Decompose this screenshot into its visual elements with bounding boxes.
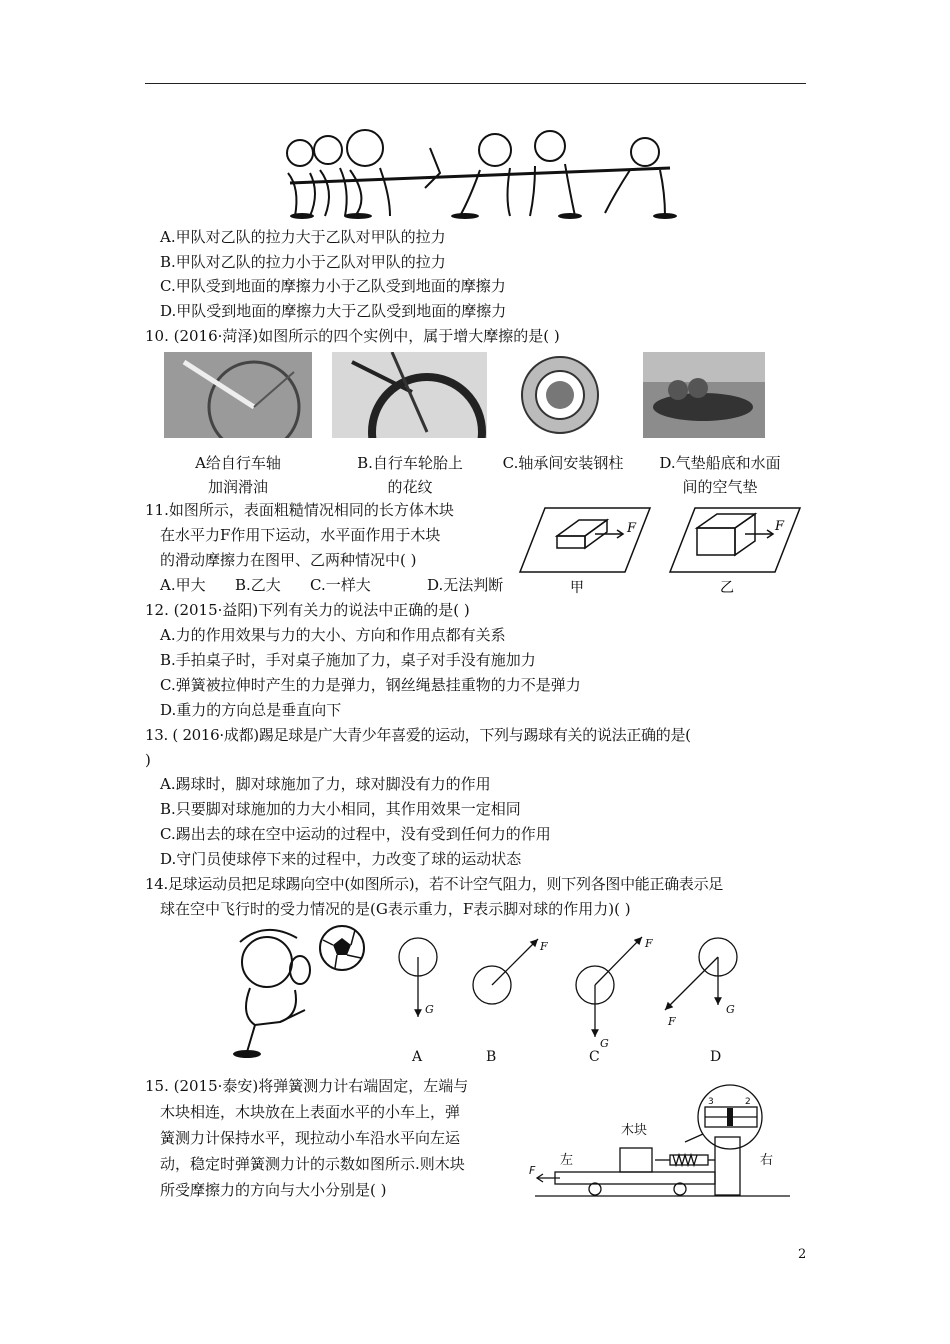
q9-option-a: A.甲队对乙队的拉力大于乙队对甲队的拉力 <box>160 228 446 246</box>
q11-option-b: B.乙大 <box>235 576 281 594</box>
q12-stem: 12. (2015·益阳)下列有关力的说法中正确的是( ) <box>145 601 470 619</box>
q13-option-b: B.只要脚对球施加的力大小相同，其作用效果一定相同 <box>160 800 521 818</box>
svg-text:2: 2 <box>745 1097 751 1107</box>
bicycle-tire-photo <box>332 352 487 438</box>
svg-text:3: 3 <box>708 1097 714 1107</box>
hovercraft-photo <box>643 352 765 438</box>
q13-option-d: D.守门员使球停下来的过程中，力改变了球的运动状态 <box>160 850 522 868</box>
q9-option-b: B.甲队对乙队的拉力小于乙队对甲队的拉力 <box>160 253 446 271</box>
q11-line-3: 的滑动摩擦力在图甲、乙两种情况中( ) <box>160 551 417 569</box>
svg-text:G: G <box>726 1003 735 1016</box>
svg-text:G: G <box>425 1003 434 1016</box>
choice-b-label: B <box>486 1049 497 1065</box>
q13-option-a: A.踢球时，脚对球施加了力，球对脚没有力的作用 <box>160 775 491 793</box>
svg-text:F: F <box>529 1164 536 1177</box>
q14-force-diagrams <box>380 925 780 1070</box>
q14-stem-1: 14.足球运动员把足球踢向空中(如图所示)，若不计空气阻力，则下列各图中能正确表示足 <box>145 875 723 893</box>
q11-option-a: A.甲大 <box>160 576 206 594</box>
svg-text:F: F <box>627 521 637 536</box>
q9-option-c: C.甲队受到地面的摩擦力小于乙队受到地面的摩擦力 <box>160 277 506 295</box>
q11-option-d: D.无法判断 <box>427 576 504 594</box>
svg-text:右: 右 <box>760 1153 774 1168</box>
q14-stem-2: 球在空中飞行时的受力情况的是(G表示重力，F表示脚对球的作用力)( ) <box>160 900 631 918</box>
svg-text:G: G <box>600 1037 609 1050</box>
q15-line-4: 动，稳定时弹簧测力计的示数如图所示.则木块 <box>160 1155 465 1173</box>
svg-text:木块: 木块 <box>621 1123 648 1138</box>
q12-option-c: C.弹簧被拉伸时产生的力是弹力，钢丝绳悬挂重物的力不是弹力 <box>160 676 581 694</box>
q12-option-a: A.力的作用效果与力的大小、方向和作用点都有关系 <box>160 626 506 644</box>
header-rule <box>145 83 806 84</box>
q10-caption-c: C.轴承间安装钢柱 <box>502 454 624 472</box>
q10-stem: 10. (2016·菏泽)如图所示的四个实例中，属于增大摩擦的是( ) <box>145 327 560 345</box>
fig-label-jia: 甲 <box>570 580 584 596</box>
svg-text:F: F <box>540 940 548 953</box>
q15-line-3: 簧测力计保持水平，现拉动小车沿水平向左运 <box>160 1129 461 1147</box>
page-number: 2 <box>798 1247 807 1262</box>
fig-label-yi: 乙 <box>720 580 734 596</box>
svg-text:F: F <box>645 937 653 950</box>
q15-line-2: 木块相连，木块放在上表面水平的小车上，弹 <box>160 1103 461 1121</box>
bicycle-axle-photo <box>164 352 312 438</box>
q15-line-5: 所受摩擦力的方向与大小分别是( ) <box>160 1181 387 1199</box>
q10-caption-a: A给自行车轴 加润滑油 <box>195 454 281 496</box>
choice-c-label: C <box>589 1049 600 1065</box>
q13-stem-1: 13. ( 2016·成都)踢足球是广大青少年喜爱的运动，下列与踢球有关的说法正确的是( <box>145 726 691 744</box>
q13-stem-2: ) <box>145 751 151 769</box>
q12-option-d: D.重力的方向总是垂直向下 <box>160 701 342 719</box>
soccer-player-illustration <box>205 920 375 1060</box>
q10-caption-d: D.气垫船底和水面 间的空气垫 <box>659 454 781 496</box>
svg-text:F: F <box>668 1015 676 1028</box>
q11-line-1: 11.如图所示，表面粗糙情况相同的长方体木块 <box>145 501 454 519</box>
q9-option-d: D.甲队受到地面的摩擦力大于乙队受到地面的摩擦力 <box>160 302 507 320</box>
q11-option-c: C.一样大 <box>310 576 371 594</box>
q10-caption-b: B.自行车轮胎上 的花纹 <box>357 454 463 496</box>
q11-line-2: 在水平力F作用下运动，水平面作用于木块 <box>160 526 441 544</box>
choice-d-label: D <box>710 1049 722 1065</box>
q11-block-figure <box>515 500 805 600</box>
bearing-photo <box>500 352 620 438</box>
q15-line-1: 15. (2015·泰安)将弹簧测力计右端固定，左端与 <box>145 1077 469 1095</box>
q15-cart-figure <box>525 1082 800 1207</box>
choice-a-label: A <box>412 1049 423 1065</box>
svg-text:F: F <box>775 519 785 534</box>
q13-option-c: C.踢出去的球在空中运动的过程中，没有受到任何力的作用 <box>160 825 551 843</box>
tug-of-war-illustration <box>270 128 690 223</box>
q12-option-b: B.手拍桌子时，手对桌子施加了力，桌子对手没有施加力 <box>160 651 536 669</box>
svg-text:左: 左 <box>560 1153 574 1168</box>
